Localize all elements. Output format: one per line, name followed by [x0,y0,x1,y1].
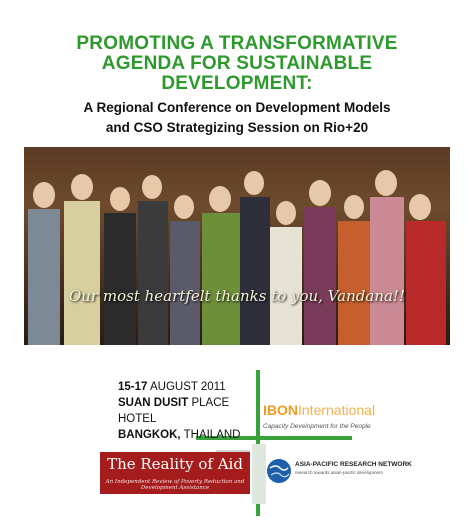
event-venue: SUAN DUSIT PLACE HOTEL [118,397,230,425]
title-line-1: PROMOTING A TRANSFORMATIVE [76,33,398,54]
event-city: BANGKOK, THAILAND [118,429,241,441]
title-line-3: DEVELOPMENT: [161,73,313,94]
photo-caption: Our most heartfelt thanks to you, Vandana!! [69,287,405,305]
subtitle-line-2: and CSO Strategizing Session on Rio+20 [105,120,369,135]
reality-of-aid-name: The Reality of Aid [107,455,243,473]
title-line-2: AGENDA FOR SUSTAINABLE [101,53,373,74]
subtitle-line-1: A Regional Conference on Development Models [83,100,391,115]
event-details [118,379,258,443]
reality-of-aid-logo [100,452,250,494]
aprn-logo-name: ASIA-PACIFIC RESEARCH NETWORK [295,461,412,468]
reality-of-aid-tagline: An Independent Review of Poverty Reduction and Development Assistance [105,479,245,491]
ibon-tagline: Capacity Development for the People [263,423,371,430]
event-dates: 15-17 AUGUST 2011 [118,381,226,393]
aprn-logo-tagline: research towards asian-pacific development [295,470,383,475]
ibon-logo: IBONInternational [263,402,376,418]
globe-icon [266,458,292,484]
